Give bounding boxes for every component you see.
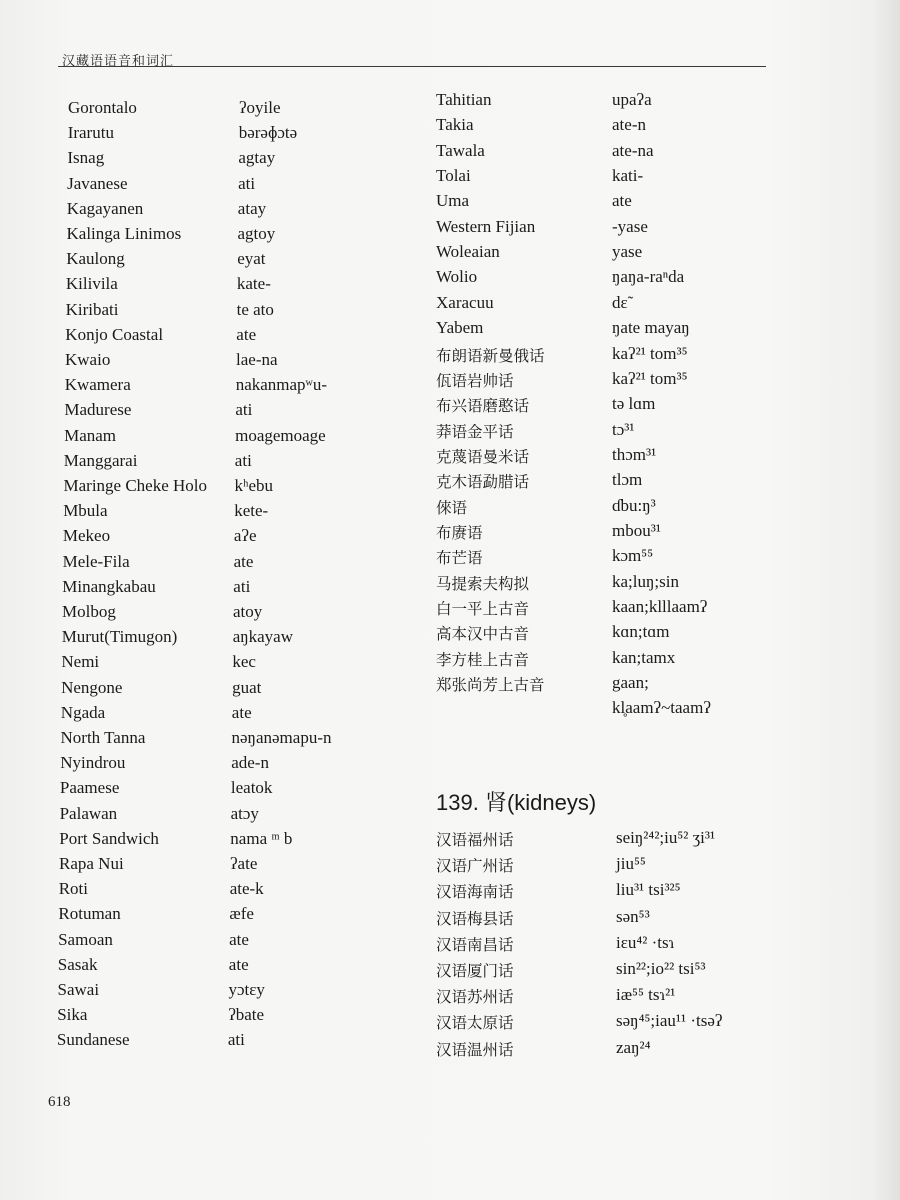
- language-name: 布朗语新曼俄话: [436, 346, 545, 365]
- language-name: Uma: [436, 191, 470, 211]
- language-name: Rapa Nui: [59, 854, 124, 873]
- language-name: 布芒语: [436, 549, 483, 568]
- section-heading: [436, 786, 596, 817]
- language-name: Rotuman: [58, 904, 121, 924]
- word-form: aŋkayaw: [232, 627, 294, 647]
- language-name: Nengone: [61, 677, 123, 697]
- word-form: ate: [229, 929, 249, 949]
- language-name: Konjo Coastal: [65, 324, 164, 344]
- word-form: mbou³¹: [612, 520, 661, 540]
- language-name: Sundanese: [56, 1030, 130, 1050]
- word-form: atɔy: [230, 803, 259, 823]
- language-name: 高本汉中古音: [436, 625, 530, 644]
- word-form: yase: [612, 242, 643, 262]
- word-form: atoy: [233, 602, 263, 621]
- word-form: seiŋ²⁴²;iu⁵² ʒi³¹: [616, 828, 716, 847]
- language-name: 布兴语磨憨话: [436, 397, 530, 416]
- language-name: Sasak: [57, 954, 98, 974]
- language-name: Tolai: [436, 166, 471, 186]
- language-name: Tahitian: [436, 90, 492, 109]
- word-form: kaan;klllaamʔ: [612, 597, 708, 616]
- language-name: 汉语广州话: [436, 857, 514, 876]
- page-number: 618: [48, 1094, 71, 1110]
- word-form: kɑn;tɑm: [612, 622, 670, 642]
- word-form: lae-na: [236, 350, 278, 369]
- language-name: Kiribati: [65, 299, 119, 319]
- language-name: Yabem: [436, 318, 484, 338]
- word-form: liu³¹ tsi³²⁵: [616, 880, 681, 900]
- word-form: sən⁵³: [616, 906, 650, 926]
- language-name: 莽语金平话: [436, 422, 514, 441]
- word-form: kan;tamx: [612, 647, 676, 667]
- word-form: ate: [228, 954, 249, 974]
- language-name: Molbog: [62, 602, 116, 621]
- language-name: Palawan: [59, 803, 118, 823]
- language-name: Mekeo: [62, 526, 111, 546]
- language-name: 倈语: [436, 498, 468, 517]
- word-form: ŋate mayaŋ: [612, 318, 690, 338]
- word-form: bərəɸɔtə: [238, 123, 298, 143]
- language-name: Sika: [57, 1005, 88, 1025]
- section-number: 139.: [436, 790, 479, 815]
- word-form: səŋ⁴⁵;iau¹¹ ·tsəʔ: [616, 1011, 723, 1031]
- language-name: Kwaio: [65, 350, 111, 369]
- language-name: 郑张尚芳上古音: [436, 676, 545, 695]
- word-form: te ato: [236, 299, 274, 319]
- language-name: Woleaian: [436, 242, 500, 262]
- language-name: 克木语勐腊话: [436, 473, 530, 492]
- word-form: kate-: [236, 274, 271, 294]
- language-name: 克蔑语曼米话: [436, 447, 530, 466]
- language-name: Ngada: [60, 702, 106, 722]
- word-form: ate: [231, 702, 252, 722]
- word-form: kec: [232, 652, 256, 672]
- word-form: ate: [233, 551, 254, 571]
- language-name: Isnag: [67, 148, 105, 168]
- language-name: Nyindrou: [60, 753, 126, 773]
- word-form: zaŋ²⁴: [616, 1037, 651, 1057]
- word-form: agtay: [238, 148, 276, 168]
- language-name: Javanese: [67, 173, 128, 193]
- word-form: kʰebu: [234, 476, 274, 495]
- section-title: 肾(kidneys): [484, 790, 597, 815]
- word-form: guat: [232, 677, 262, 697]
- language-name: Roti: [58, 879, 88, 899]
- language-name: Sawai: [57, 980, 100, 999]
- language-name: Mele-Fila: [62, 551, 130, 571]
- word-form: kaʔ²¹ tom³⁵: [612, 368, 688, 388]
- word-form: ate: [236, 324, 257, 344]
- language-name: 汉语梅县话: [436, 909, 514, 928]
- word-form: atay: [237, 198, 267, 218]
- language-name: Western Fijian: [436, 216, 536, 236]
- language-name: Nemi: [61, 652, 100, 672]
- word-form: -yase: [612, 216, 648, 236]
- word-form: moagemoage: [235, 425, 326, 445]
- language-name: Wolio: [436, 267, 478, 287]
- word-form: gaan;: [612, 673, 649, 693]
- language-name: Kaulong: [66, 249, 125, 269]
- word-form: ati: [227, 1030, 245, 1050]
- language-name: 李方桂上古音: [436, 650, 530, 669]
- language-name: Paamese: [59, 778, 120, 798]
- language-name: Madurese: [64, 400, 132, 420]
- language-name: Tawala: [436, 140, 485, 160]
- language-name: Mbula: [63, 501, 108, 521]
- word-form: jiu⁵⁵: [616, 854, 646, 874]
- running-head: 汉藏语语音和词汇: [62, 54, 175, 69]
- language-name: 白一平上古音: [436, 600, 530, 618]
- word-form: thɔm³¹: [612, 444, 657, 464]
- word-form: eyat: [237, 249, 266, 269]
- word-form: yɔtɛy: [228, 980, 265, 999]
- word-form: agtoy: [237, 224, 276, 243]
- word-form: ate-n: [612, 115, 646, 135]
- language-name: Kilivila: [65, 274, 118, 294]
- language-name: Kalinga Linimos: [66, 224, 182, 243]
- page-edge-shadow: [872, 0, 900, 1200]
- language-name: Takia: [436, 115, 474, 135]
- word-form: ʔate: [230, 854, 258, 873]
- word-form: nama ᵐ b: [230, 828, 293, 848]
- language-name: Kagayanen: [66, 198, 144, 218]
- word-form: aʔe: [233, 526, 257, 546]
- language-name: 汉语苏州话: [436, 988, 514, 1007]
- word-form: ka;luŋ;sin: [612, 571, 679, 591]
- header-rule: [58, 66, 766, 67]
- word-form: ʔbate: [228, 1005, 265, 1025]
- language-name: 汉语温州话: [436, 1040, 514, 1059]
- language-name: 汉语厦门话: [436, 962, 514, 980]
- language-name: 汉语海南话: [436, 883, 514, 902]
- language-name: Kwamera: [64, 375, 131, 395]
- language-name: 佤语岩帅话: [436, 371, 514, 390]
- word-form: iæ⁵⁵ tsɿ²¹: [616, 985, 676, 1005]
- language-name: 布赓语: [436, 523, 483, 542]
- language-name: Minangkabau: [62, 576, 156, 596]
- word-form: tə lɑm: [612, 394, 656, 414]
- word-form: nakanmapʷu-: [235, 375, 327, 395]
- word-form: kaʔ²¹ tom³⁵: [612, 343, 688, 363]
- word-form: ʔoyile: [239, 98, 281, 117]
- word-form: ati: [235, 400, 253, 420]
- language-name: Manggarai: [63, 450, 138, 470]
- word-form: kl̥aamʔ~taamʔ: [612, 698, 711, 718]
- word-form: ŋaŋa-raⁿda: [612, 267, 685, 287]
- word-form: kete-: [234, 501, 269, 521]
- language-name: Gorontalo: [68, 98, 137, 117]
- word-form: ati: [233, 576, 251, 596]
- word-form: kɔm⁵⁵: [612, 546, 654, 566]
- word-form: upaʔa: [612, 90, 652, 109]
- language-name: Samoan: [58, 929, 113, 949]
- word-form: ate-k: [229, 879, 264, 899]
- language-name: Maringe Cheke Holo: [63, 476, 208, 495]
- language-name: Irarutu: [67, 123, 114, 143]
- word-form: sin²²;io²² tsi⁵³: [616, 959, 706, 978]
- language-name: 汉语太原话: [436, 1014, 514, 1033]
- word-form: ati: [238, 173, 256, 193]
- word-form: ate-na: [612, 140, 654, 160]
- word-form: iɛu⁴² ·tsɿ: [616, 932, 675, 952]
- word-form: ati: [234, 450, 252, 470]
- language-name: Xaracuu: [436, 292, 494, 312]
- language-name: 马提索夫构拟: [436, 574, 530, 593]
- word-form: tɔ³¹: [612, 419, 635, 439]
- word-form: dɛ̃: [612, 292, 628, 312]
- word-form: ɗbu:ŋ³: [612, 495, 656, 515]
- language-name: North Tanna: [60, 728, 146, 747]
- language-name: Port Sandwich: [59, 828, 159, 848]
- language-name: Manam: [64, 425, 117, 445]
- word-form: ate: [612, 191, 632, 211]
- word-form: leatok: [230, 778, 273, 798]
- word-form: nəŋanəmapu-n: [231, 728, 332, 747]
- word-form: tlɔm: [612, 470, 643, 490]
- language-name: 汉语福州话: [436, 831, 514, 849]
- language-name: Murut(Timugon): [61, 627, 178, 647]
- word-form: ade-n: [231, 753, 269, 773]
- word-form: æfe: [229, 904, 254, 924]
- word-form: kati-: [612, 166, 644, 186]
- language-name: 汉语南昌话: [436, 935, 514, 954]
